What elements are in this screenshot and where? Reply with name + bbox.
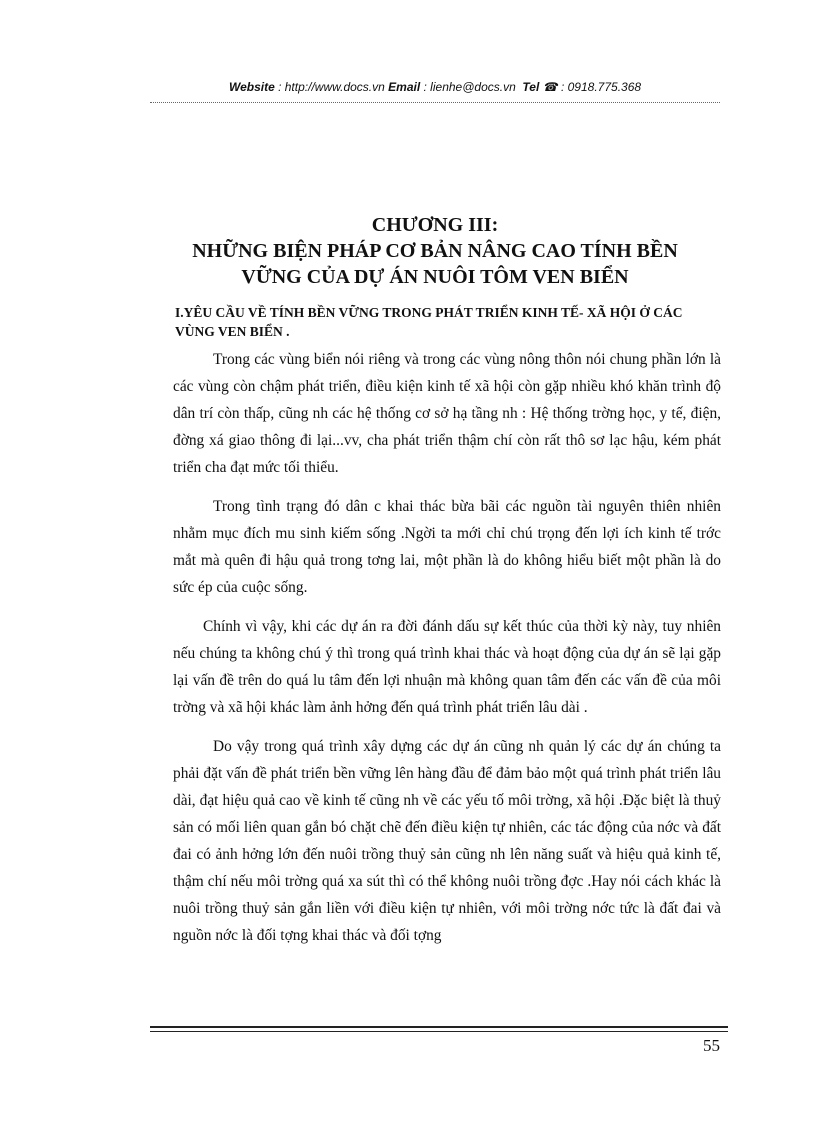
chapter-title-line1: NHỮNG BIỆN PHÁP CƠ BẢN NÂNG CAO TÍNH BỀN <box>192 240 678 262</box>
section-heading: I.YÊU CẦU VỀ TÍNH BỀN VỮNG TRONG PHÁT TRIỂN KINH TẾ- XÃ HỘI Ở CÁC VÙNG VEN BIỂN . <box>175 305 683 339</box>
chapter-number: CHƯƠNG III: <box>371 214 499 236</box>
phone-icon: ☎ <box>542 80 558 94</box>
tel-label: Tel <box>522 80 540 94</box>
paragraph-2: Trong tình trạng đó dân c khai thác bừa bãi các nguồn tài nguyên thiên nhiên nhằm mục đích mu sinh kiếm sống .Ngời ta mới chỉ chú trọng đến lợi ích kinh tế trớc mắt mà quên đi hậu quả trong tơng lai, một phần là do không hiểu biết một phần là do sức ép của cuộc sống. <box>173 498 721 596</box>
page-header <box>150 80 720 94</box>
email-label: Email <box>388 80 421 94</box>
paragraph-4: Do vậy trong quá trình xây dựng các dự án cũng nh quản lý các dự án chúng ta phải đặt vấn đề phát triển bền vững lên hàng đầu để đảm bảo một quá trình phát triển lâu dài, đạt hiệu quả cao về kinh tế cũng nh về các yếu tố môi trờng, xã hội .Đặc biệt là thuỷ sản có mối liên quan gắn bó chặt chẽ đến điều kiện tự nhiên, các tác động của nớc và đất đai có ảnh hởng lớn đến nuôi trồng thuỷ sản cũng nh lên năng suất và hiệu quả kinh tế, thậm chí nếu môi trờng quá xa sút thì có thể không nuôi trồng đợc .Hay nói cách khác là nuôi trồng thuỷ sản gắn liền với điều kiện tự nhiên, với môi trờng nớc tức là đất đai và nguồn nớc là đối tợng khai thác và đối tợng <box>173 738 721 944</box>
email-value[interactable]: : lienhe@docs.vn <box>423 80 516 94</box>
footer-divider-thin <box>150 1031 728 1032</box>
header-divider <box>150 102 720 103</box>
tel-value: : 0918.775.368 <box>560 80 642 94</box>
website-url[interactable]: : http://www.docs.vn <box>278 80 385 94</box>
paragraph-1: Trong các vùng biển nói riêng và trong các vùng nông thôn nói chung phần lớn là các vùng còn chậm phát triển, điều kiện kinh tế xã hội còn gặp nhiều khó khăn trình độ dân trí còn thấp, cũng nh các hệ thống cơ sở hạ tầng nh : Hệ thống trờng học, y tế, điện, đờng xá giao thông đi lại...vv, cha phát triển thậm chí còn rất thô sơ lạc hậu, kém phát triển cha đạt mức tối thiểu. <box>173 351 721 476</box>
body-text <box>173 346 721 961</box>
paragraph-3: Chính vì vậy, khi các dự án ra đời đánh dấu sự kết thúc của thời kỳ này, tuy nhiên nếu chúng ta không chú ý thì trong quá trình khai thác và hoạt động của dự án sẽ lại gặp lại vấn đề trên do quá lu tâm đến lợi nhuận mà không quan tâm đến các vấn đề của môi trờng và xã hội khác làm ảnh hởng đến quá trình phát triển lâu dài . <box>173 618 721 716</box>
footer-divider-thick <box>150 1026 728 1028</box>
chapter-title-block <box>150 212 720 290</box>
page-number: 55 <box>703 1036 720 1055</box>
chapter-title-line2: VỮNG CỦA DỰ ÁN NUÔI TÔM VEN BIỂN <box>241 266 629 288</box>
website-label: Website <box>228 80 275 94</box>
